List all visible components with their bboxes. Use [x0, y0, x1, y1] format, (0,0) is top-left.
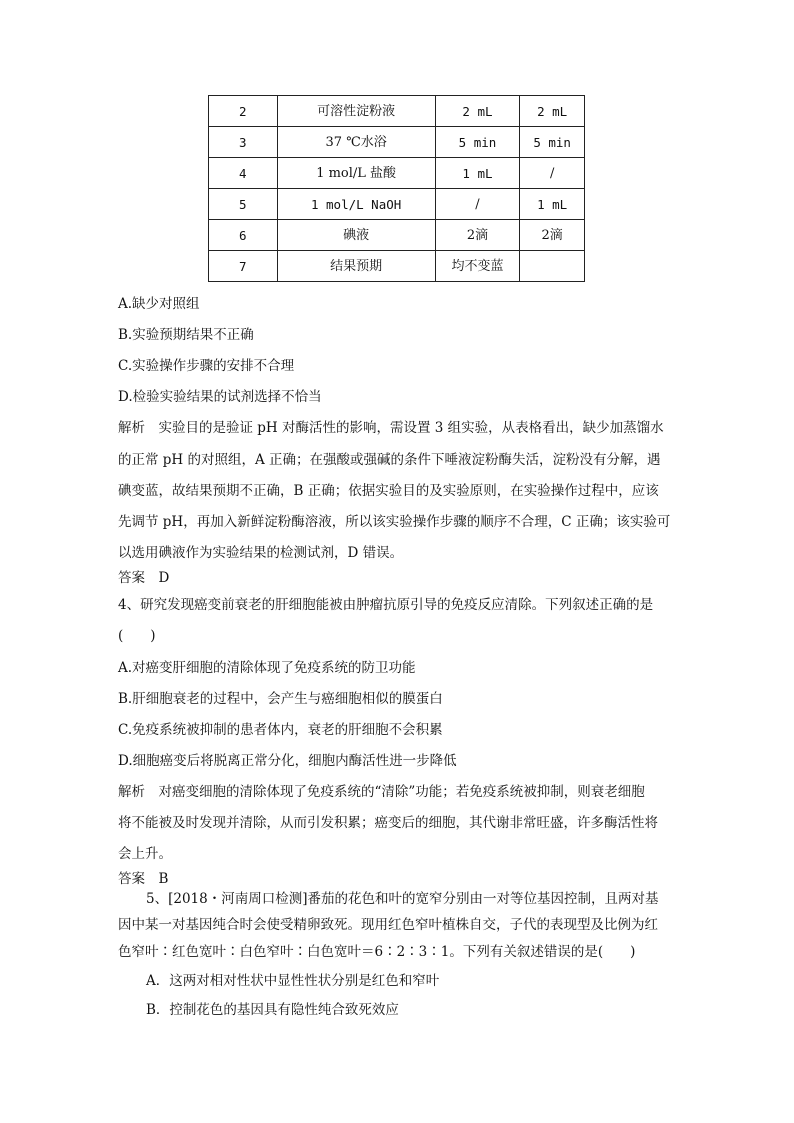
q4-option-b: B.肝细胞衰老的过程中，会产生与癌细胞相似的膜蛋白: [118, 691, 443, 707]
group-1-cell: 2 mL: [435, 96, 520, 127]
q3-analysis-line: 以选用碘液作为实验结果的检测试剂，D 错误。: [118, 545, 404, 561]
q3-option-d: D.检验实验结果的试剂选择不恰当: [118, 389, 322, 405]
q5-option-b: B．控制花色的基因具有隐性纯合致死效应: [146, 1002, 399, 1018]
step-content-cell: 结果预期: [277, 251, 435, 282]
step-content-cell: 可溶性淀粉液: [277, 96, 435, 127]
step-number-cell: 2: [209, 96, 278, 127]
q5-option-a: A．这两对相对性状中显性性状分别是红色和窄叶: [146, 973, 440, 989]
q3-option-b: B.实验预期结果不正确: [118, 327, 254, 343]
q5-stem-line: 因中某一对基因纯合时会使受精卵致死。现用红色窄叶植株自交，子代的表现型及比例为红: [118, 917, 658, 933]
q4-analysis-line: 解析 对癌变细胞的清除体现了免疫系统的“清除”功能；若免疫系统被抑制，则衰老细胞: [118, 784, 645, 800]
experiment-table: [208, 95, 585, 282]
table-row: [209, 251, 585, 282]
q3-analysis-line: 先调节 pH，再加入新鲜淀粉酶溶液，所以该实验操作步骤的顺序不合理，C 正确；该实验可: [118, 514, 671, 530]
step-content-cell: 1 mol/L 盐酸: [277, 158, 435, 189]
group-2-cell: 2滴: [520, 220, 585, 251]
step-number-cell: 6: [209, 220, 278, 251]
step-content-cell: 1 mol/L NaOH: [277, 189, 435, 220]
q4-analysis-line: 将不能被及时发现并清除，从而引发积累；癌变后的细胞，其代谢非常旺盛，许多酶活性将: [118, 815, 658, 831]
table-row: [209, 96, 585, 127]
table-row: [209, 189, 585, 220]
step-number-cell: 7: [209, 251, 278, 282]
group-2-cell: 1 mL: [520, 189, 585, 220]
step-number-cell: 3: [209, 127, 278, 158]
q4-analysis-line: 会上升。: [118, 846, 172, 862]
q3-analysis-line: 的正常 pH 的对照组，A 正确；在强酸或强碱的条件下唾液淀粉酶失活，淀粉没有分解，遇: [118, 452, 661, 468]
step-content-cell: 37 ℃水浴: [277, 127, 435, 158]
step-number-cell: 5: [209, 189, 278, 220]
q3-answer: 答案 D: [118, 570, 170, 586]
q4-stem-bracket: ( ): [118, 628, 156, 644]
group-1-cell: /: [435, 189, 520, 220]
q3-option-c: C.实验操作步骤的安排不合理: [118, 358, 295, 374]
q3-analysis-line: 碘变蓝，故结果预期不正确，B 正确；依据实验目的及实验原则，在实验操作过程中，应该: [118, 483, 659, 499]
q4-option-c: C.免疫系统被抑制的患者体内，衰老的肝细胞不会积累: [118, 722, 443, 738]
group-1-cell: 1 mL: [435, 158, 520, 189]
table-row: [209, 127, 585, 158]
q4-option-d: D.细胞癌变后将脱离正常分化，细胞内酶活性进一步降低: [118, 753, 457, 769]
table-row: [209, 220, 585, 251]
step-content-cell: 碘液: [277, 220, 435, 251]
group-2-cell: 5 min: [520, 127, 585, 158]
q3-option-a: A.缺少对照组: [118, 296, 200, 312]
q4-stem: 4、研究发现癌变前衰老的肝细胞能被由肿瘤抗原引导的免疫反应清除。下列叙述正确的是: [118, 597, 654, 613]
group-2-cell: /: [520, 158, 585, 189]
group-2-cell: 2 mL: [520, 96, 585, 127]
q4-answer: 答案 B: [118, 871, 169, 887]
group-1-cell: 2滴: [435, 220, 520, 251]
group-1-cell: 5 min: [435, 127, 520, 158]
table-row: [209, 158, 585, 189]
q5-stem-line: 5、[2018・河南周口检测]番茄的花色和叶的宽窄分别由一对等位基因控制，且两对基: [146, 891, 659, 907]
q3-analysis-line: 解析 实验目的是验证 pH 对酶活性的影响，需设置 3 组实验，从表格看出，缺少加蒸馏水: [118, 420, 664, 436]
group-2-cell: [520, 251, 585, 282]
q4-option-a: A.对癌变肝细胞的清除体现了免疫系统的防卫功能: [118, 660, 416, 676]
step-number-cell: 4: [209, 158, 278, 189]
q5-stem-line: 色窄叶∶红色宽叶∶白色窄叶∶白色宽叶＝6∶2∶3∶1。下列有关叙述错误的是( ): [118, 944, 636, 960]
group-1-cell: 均不变蓝: [435, 251, 520, 282]
